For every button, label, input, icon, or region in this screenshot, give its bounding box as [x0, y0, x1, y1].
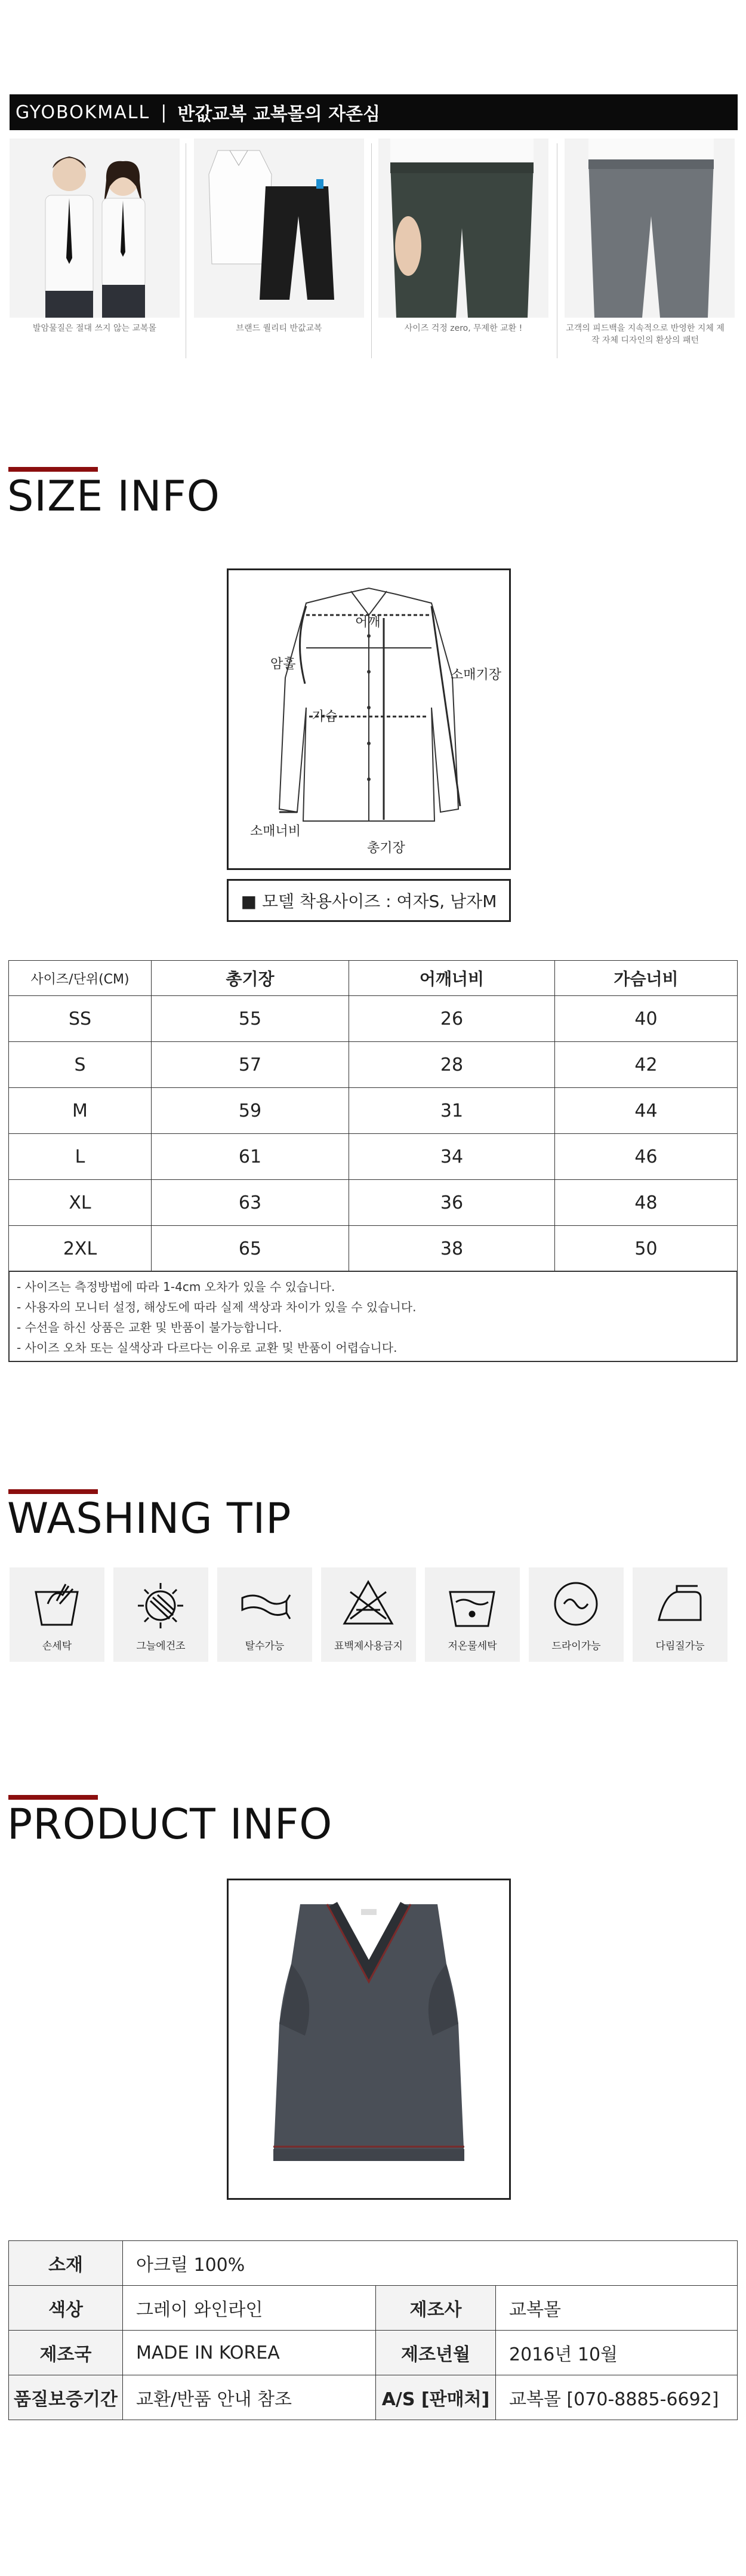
column-header: 가슴너비 [555, 961, 738, 996]
label-chest: 가슴 [312, 709, 338, 724]
size-info-title: SIZE INFO [7, 472, 220, 521]
table-row [9, 1042, 738, 1088]
label-sleeve-length: 소매기장 [451, 668, 502, 683]
shirt-size-diagram [227, 568, 511, 870]
wash-label: 표백제사용금지 [334, 1640, 403, 1652]
info-value: 2016년 10월 [496, 2331, 738, 2375]
product-info-table [8, 2240, 738, 2420]
product-photo-vest [227, 1879, 511, 2200]
cell: XL [9, 1180, 152, 1226]
cell: 55 [152, 996, 349, 1042]
wash-label: 그늘에건조 [136, 1640, 186, 1652]
section-accent-bar [8, 467, 98, 472]
cell: 36 [349, 1180, 555, 1226]
note-line: - 사이즈는 측정방법에 따라 1-4cm 오차가 있을 수 있습니다. [17, 1280, 335, 1294]
table-row [9, 2241, 738, 2286]
cell: SS [9, 996, 152, 1042]
brand-name: GYOBOKMALL [16, 102, 150, 123]
cell: 63 [152, 1180, 349, 1226]
label-shoulder: 어깨 [355, 615, 381, 630]
info-value: 교복몰 [070-8885-6692] [496, 2375, 738, 2420]
hand-wash-icon [30, 1577, 84, 1631]
feature-caption: 고객의 피드백을 지속적으로 반영한 지체 제작 자체 디자인의 환상의 패턴 [566, 324, 725, 345]
wash-spin-dry [217, 1567, 312, 1662]
info-key: 제조사 [376, 2286, 496, 2331]
cell: 38 [349, 1226, 555, 1272]
cell: 28 [349, 1042, 555, 1088]
wash-iron [633, 1567, 727, 1662]
dry-clean-icon [549, 1577, 603, 1631]
divider [371, 143, 372, 358]
washing-tip-title: WASHING TIP [7, 1494, 292, 1543]
cell: 65 [152, 1226, 349, 1272]
column-header: 어깨너비 [349, 961, 555, 996]
table-row [9, 1226, 738, 1272]
wash-label: 드라이가능 [551, 1640, 601, 1652]
label-armhole: 암홀 [270, 657, 296, 672]
info-key: 색상 [9, 2286, 123, 2331]
cell: 44 [555, 1088, 738, 1134]
wash-hand-wash [10, 1567, 104, 1662]
table-row [9, 1180, 738, 1226]
cell: 40 [555, 996, 738, 1042]
feature-caption: 발암물질은 절대 쓰지 않는 교복몰 [32, 324, 157, 333]
model-size-note: ■ 모델 착용사이즈 : 여자S, 남자M [227, 879, 511, 922]
note-line: - 수선을 하신 상품은 교환 및 반품이 불가능합니다. [17, 1320, 282, 1335]
feature-caption: 브랜드 퀄리티 반값교복 [236, 324, 322, 333]
cell: M [9, 1088, 152, 1134]
banner-separator: | [161, 102, 167, 123]
size-table [8, 960, 738, 1272]
feature-photo-waist [378, 139, 548, 318]
feature-photo-shirt-pants [194, 139, 364, 318]
wash-label: 다림질가능 [655, 1640, 705, 1652]
label-sleeve-width: 소매너비 [250, 824, 301, 839]
note-line: - 사용자의 모니터 설정, 해상도에 따라 실제 색상과 차이가 있을 수 있습니다. [17, 1300, 417, 1314]
cell: S [9, 1042, 152, 1088]
cell: 46 [555, 1134, 738, 1180]
top-banner [10, 94, 738, 130]
table-row [9, 2375, 738, 2420]
info-value: 교복몰 [496, 2286, 738, 2331]
cell: 59 [152, 1088, 349, 1134]
info-key: 제조국 [9, 2331, 123, 2375]
cell: 42 [555, 1042, 738, 1088]
feature-photo-pattern-pants [565, 139, 735, 318]
note-line: - 사이즈 오차 또는 실색상과 다르다는 이유로 교환 및 반품이 어렵습니다. [17, 1341, 397, 1355]
no-bleach-icon [341, 1577, 395, 1631]
table-row [9, 1088, 738, 1134]
wash-dry-clean [529, 1567, 624, 1662]
column-header: 사이즈/단위(CM) [9, 961, 152, 996]
info-value: 아크릴 100% [123, 2241, 738, 2286]
size-notes [8, 1271, 738, 1362]
cell: 57 [152, 1042, 349, 1088]
cell: 61 [152, 1134, 349, 1180]
spin-dry-icon [238, 1577, 291, 1631]
cell: 34 [349, 1134, 555, 1180]
feature-caption: 사이즈 걱정 zero, 무제한 교환 ! [404, 324, 523, 333]
cell: 48 [555, 1180, 738, 1226]
info-key: 제조년월 [376, 2331, 496, 2375]
info-value: 교환/반품 안내 참조 [123, 2375, 376, 2420]
shade-dry-icon [134, 1577, 187, 1631]
banner-slogan: 반값교복 교복몰의 자존심 [177, 104, 381, 125]
info-key: A/S [판매처] [376, 2375, 496, 2420]
wash-shade-dry [113, 1567, 208, 1662]
cell: 2XL [9, 1226, 152, 1272]
table-row [9, 2286, 738, 2331]
table-row [9, 2331, 738, 2375]
cell: 26 [349, 996, 555, 1042]
wash-cold-wash [425, 1567, 520, 1662]
label-total-length: 총기장 [367, 841, 405, 856]
info-key: 품질보증기간 [9, 2375, 123, 2420]
section-accent-bar [8, 1489, 98, 1494]
wash-no-bleach [321, 1567, 416, 1662]
wash-label: 저온물세탁 [448, 1640, 497, 1652]
product-info-title: PRODUCT INFO [7, 1800, 333, 1849]
info-value: MADE IN KOREA [123, 2331, 376, 2375]
column-header: 총기장 [152, 961, 349, 996]
section-accent-bar [8, 1795, 98, 1800]
cell: L [9, 1134, 152, 1180]
table-header-row [9, 961, 738, 996]
table-row [9, 1134, 738, 1180]
wash-label: 탈수가능 [245, 1640, 285, 1652]
wash-label: 손세탁 [42, 1640, 72, 1652]
cell: 50 [555, 1226, 738, 1272]
info-value: 그레이 와인라인 [123, 2286, 376, 2331]
info-key: 소재 [9, 2241, 123, 2286]
cold-wash-icon [445, 1577, 499, 1631]
cell: 31 [349, 1088, 555, 1134]
iron-icon [653, 1577, 707, 1631]
feature-photo-students [10, 139, 180, 318]
table-row [9, 996, 738, 1042]
